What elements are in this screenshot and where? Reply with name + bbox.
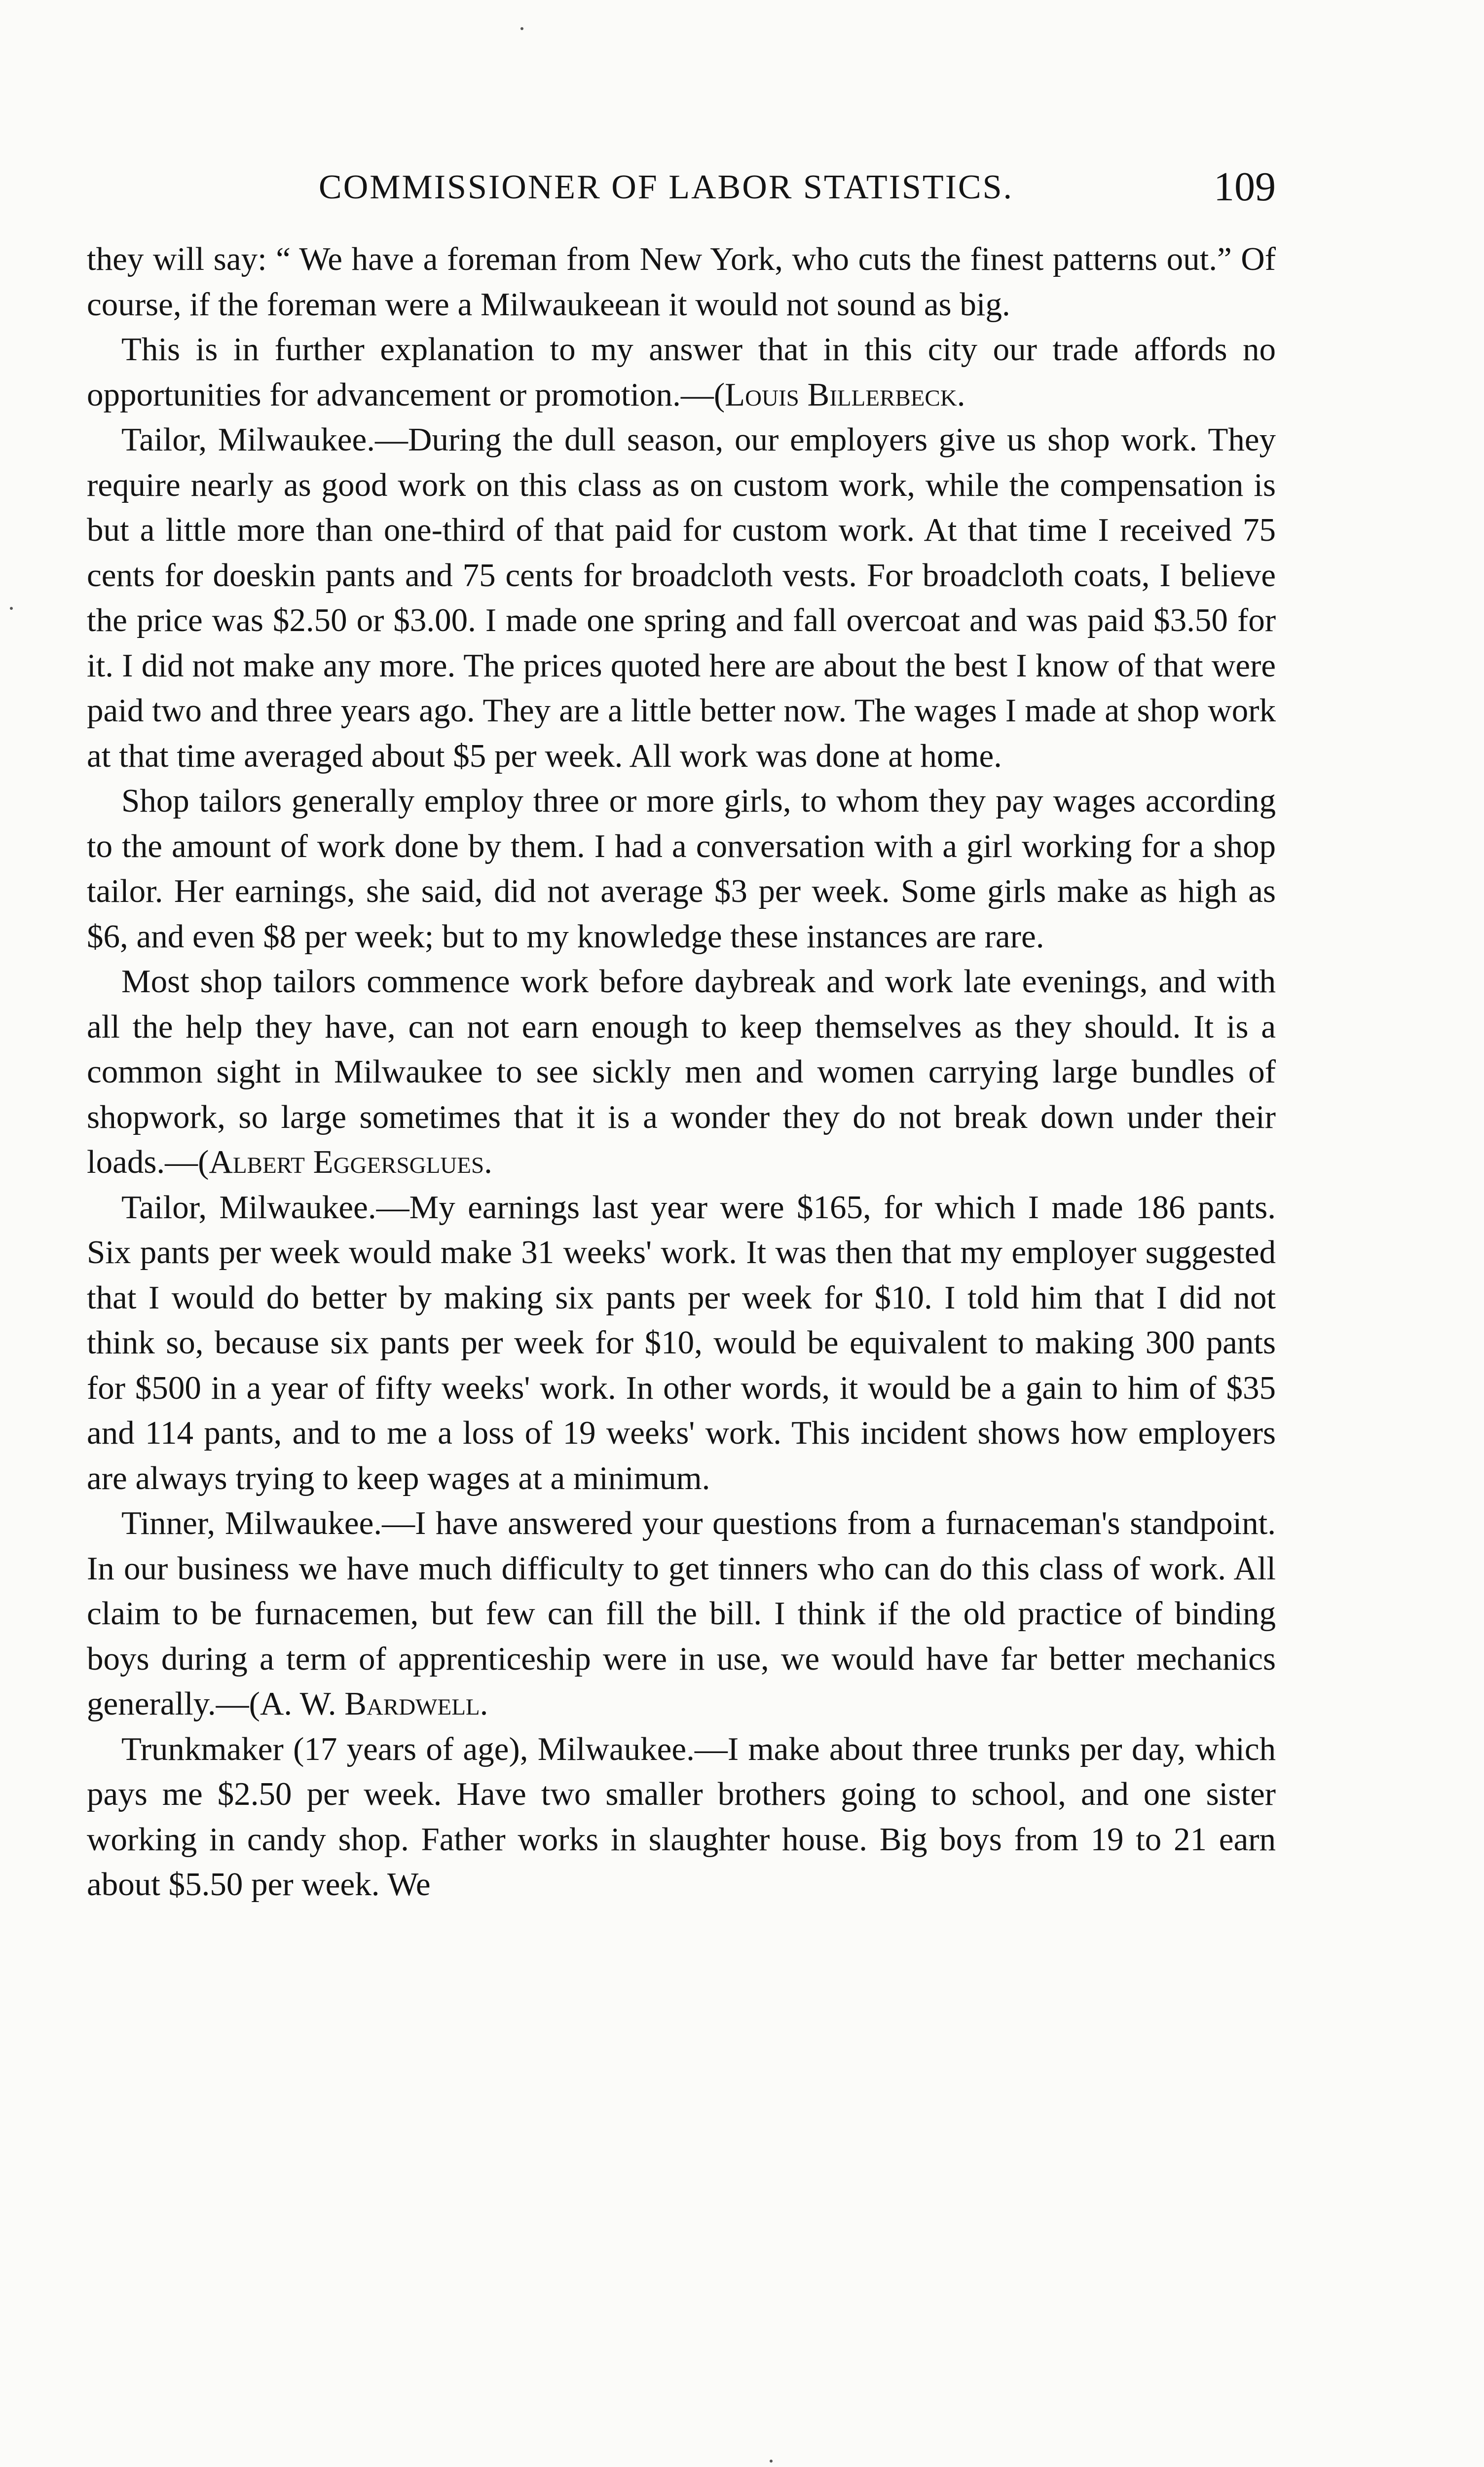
page-number: 109 [1214, 164, 1276, 210]
paragraph-text: Trunkmaker (17 years of age), Milwaukee.—I make about three trunks per day, which pays me $2.50 per week. Have two smaller brothers going to school, and one sister working in candy shop. Father works in slaughter house. Big boys from 19 to 21 earn about $5.50 per week. We [87, 1730, 1276, 1903]
paragraph-text: Shop tailors generally employ three or more girls, to whom they pay wages according to the amount of work done by them. I had a conversation with a girl working for a shop tailor. Her earnings, she said, did not average $3 per week. Some girls make as high as $6, and even $8 per week; but to my knowledge these instances are rare. [87, 783, 1276, 955]
paragraph-text: Tinner, Milwaukee.—I have answered your questions from a furnaceman's standpoint. In our business we have much difficulty to get tinners who can do this class of work. All claim to be furnacemen, but few can fill the bill. I think if the old practice of binding boys during a term of apprenticeship were in use, we would have far better mechanics generally.—(A. W. [87, 1505, 1276, 1722]
running-title: COMMISSIONER OF LABOR STATISTICS. [319, 168, 1014, 206]
paragraph-text: Most shop tailors commence work before daybreak and work late evenings, and with all the help they have, can not earn enough to keep themselves as they should. It is a common sight in Milwaukee to see sickly men and women carrying large bundles of shopwork, so large sometimes that it is a wonder they do not break down under their loads.—( [87, 963, 1276, 1180]
paragraph [87, 237, 1276, 327]
paragraph [87, 417, 1276, 779]
paragraph [87, 1727, 1276, 1907]
paper-speck [10, 607, 13, 610]
paragraph-text: Tailor, Milwaukee.—My earnings last year were $165, for which I made 186 pants. Six pants per week would make 31 weeks' work. It was then that my employer suggested that I would do better by making six pants per week for $10. I told him that I did not think so, because six pants per week for $10, would be equivalent to making 300 pants for $500 in a year of fifty weeks' work. In other words, it would be a gain to him of $35 and 114 pants, and to me a loss of 19 weeks' work. This incident shows how employers are always trying to keep wages at a minimum. [87, 1189, 1276, 1496]
paragraph [87, 1185, 1276, 1501]
document-page [87, 163, 1276, 1907]
paragraph [87, 327, 1276, 417]
signature: Louis Billerbeck [725, 376, 957, 413]
signature-tail: . [484, 1144, 492, 1180]
signature: Bardwell [344, 1685, 480, 1722]
signature: Albert Eggersglues [209, 1144, 484, 1180]
paragraph [87, 1501, 1276, 1727]
paper-speck [520, 27, 523, 30]
signature-tail: . [957, 376, 965, 413]
paragraph-text: This is in further explanation to my answer that in this city our trade affords no opportunities for advancement or promotion.—( [87, 331, 1276, 413]
running-head [87, 163, 1276, 222]
paper-speck [770, 2460, 773, 2463]
paragraph-text: Tailor, Milwaukee.—During the dull season, our employers give us shop work. They require nearly as good work on this class as on custom work, while the compensation is but a little more than one-third of that paid for custom work. At that time I received 75 cents for doeskin pants and 75 cents for broadcloth vests. For broadcloth coats, I believe the price was $2.50 or $3.00. I made one spring and fall overcoat and was paid $3.50 for it. I did not make any more. The prices quoted here are about the best I know of that were paid two and three years ago. They are a little better now. The wages I made at shop work at that time averaged about $5 per week. All work was done at home. [87, 421, 1276, 774]
signature-tail: . [480, 1685, 488, 1722]
paragraph-text: they will say: “ We have a foreman from New York, who cuts the finest patterns out.” Of course, if the foreman were a Milwaukeean it would not sound as big. [87, 241, 1276, 323]
paragraph [87, 779, 1276, 959]
paragraph [87, 959, 1276, 1185]
body-text [87, 237, 1276, 1907]
